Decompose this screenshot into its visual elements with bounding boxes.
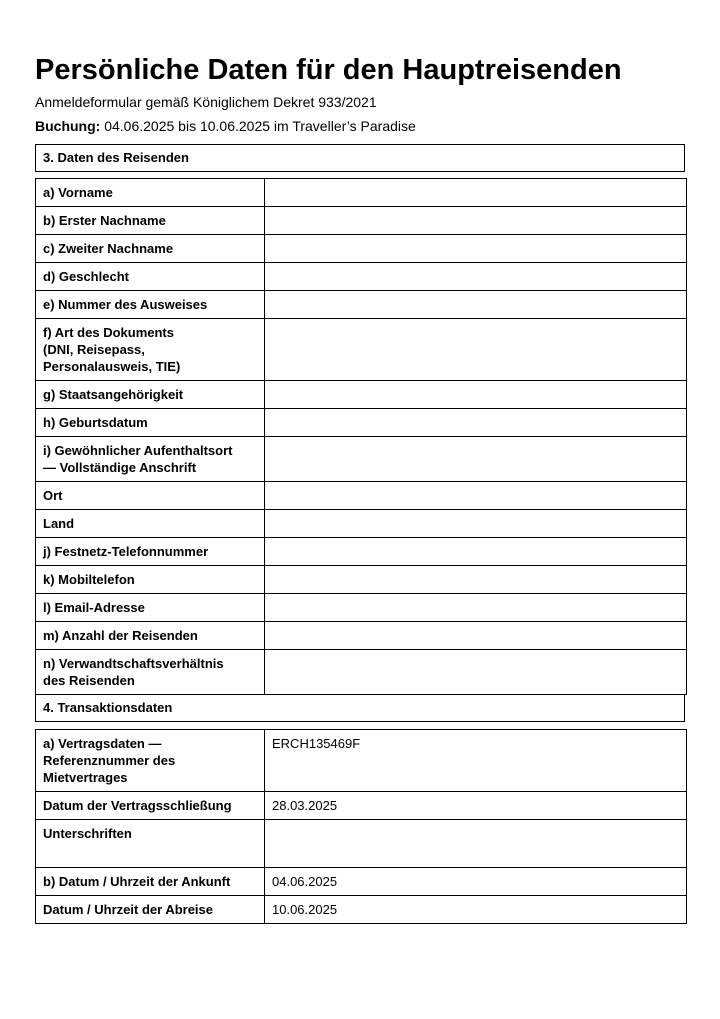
field-value-aufenthaltsort[interactable] [265, 437, 687, 482]
field-value-geschlecht[interactable] [265, 263, 687, 291]
table-row [36, 868, 687, 896]
page-subtitle: Anmeldeformular gemäß Königlichem Dekret 933/2021 [35, 94, 377, 110]
field-value-erster-nachname[interactable] [265, 207, 687, 235]
field-value-anzahl-reisende[interactable] [265, 622, 687, 650]
table-row [36, 319, 687, 381]
booking-info [35, 117, 416, 135]
field-value-verwandtschaft[interactable] [265, 650, 687, 695]
field-label-abreise: Datum / Uhrzeit der Abreise [36, 896, 265, 924]
field-value-email[interactable] [265, 594, 687, 622]
section-3-header: 3. Daten des Reisenden [35, 144, 685, 172]
field-value-mobiltelefon[interactable] [265, 566, 687, 594]
field-label-staatsangehoerigkeit: g) Staatsangehörigkeit [36, 381, 265, 409]
field-value-ankunft[interactable]: 04.06.2025 [265, 868, 687, 896]
field-label-dokumentart: f) Art des Dokuments (DNI, Reisepass, Personalausweis, TIE) [36, 319, 265, 381]
field-value-vertragsdaten[interactable]: ERCH135469F [265, 730, 687, 792]
booking-label: Buchung: [35, 118, 101, 134]
field-label-vertragsschliessung: Datum der Vertragsschließung [36, 792, 265, 820]
field-label-land: Land [36, 510, 265, 538]
table-row [36, 820, 687, 868]
field-label-ausweisnummer: e) Nummer des Ausweises [36, 291, 265, 319]
table-row [36, 437, 687, 482]
transaction-data-table [35, 729, 687, 924]
field-value-unterschriften[interactable] [265, 820, 687, 868]
table-row [36, 381, 687, 409]
field-label-geburtsdatum: h) Geburtsdatum [36, 409, 265, 437]
field-value-festnetz[interactable] [265, 538, 687, 566]
field-label-festnetz: j) Festnetz-Telefonnummer [36, 538, 265, 566]
table-row [36, 179, 687, 207]
page-title: Persönliche Daten für den Hauptreisenden [35, 54, 622, 86]
table-row [36, 730, 687, 792]
field-label-anzahl-reisende: m) Anzahl der Reisenden [36, 622, 265, 650]
field-value-ort[interactable] [265, 482, 687, 510]
field-label-mobiltelefon: k) Mobiltelefon [36, 566, 265, 594]
field-value-staatsangehoerigkeit[interactable] [265, 381, 687, 409]
table-row [36, 594, 687, 622]
field-value-land[interactable] [265, 510, 687, 538]
table-row [36, 291, 687, 319]
section-4-header: 4. Transaktionsdaten [35, 694, 685, 722]
field-value-vertragsschliessung[interactable]: 28.03.2025 [265, 792, 687, 820]
field-value-abreise[interactable]: 10.06.2025 [265, 896, 687, 924]
table-row [36, 896, 687, 924]
table-row [36, 538, 687, 566]
field-value-geburtsdatum[interactable] [265, 409, 687, 437]
field-value-dokumentart[interactable] [265, 319, 687, 381]
field-label-zweiter-nachname: c) Zweiter Nachname [36, 235, 265, 263]
field-label-vorname: a) Vorname [36, 179, 265, 207]
table-row [36, 792, 687, 820]
field-label-ort: Ort [36, 482, 265, 510]
table-row [36, 207, 687, 235]
field-label-email: l) Email-Adresse [36, 594, 265, 622]
field-value-ausweisnummer[interactable] [265, 291, 687, 319]
traveler-data-table [35, 178, 687, 695]
table-row [36, 622, 687, 650]
field-label-erster-nachname: b) Erster Nachname [36, 207, 265, 235]
table-row [36, 482, 687, 510]
field-label-verwandtschaft: n) Verwandtschaftsverhältnis des Reisenden [36, 650, 265, 695]
table-row [36, 650, 687, 695]
table-row [36, 409, 687, 437]
table-row [36, 566, 687, 594]
field-label-unterschriften: Unterschriften [36, 820, 265, 868]
table-row [36, 510, 687, 538]
field-label-ankunft: b) Datum / Uhrzeit der Ankunft [36, 868, 265, 896]
table-row [36, 263, 687, 291]
field-label-vertragsdaten: a) Vertragsdaten — Referenznummer des Mietvertrages [36, 730, 265, 792]
table-row [36, 235, 687, 263]
field-value-vorname[interactable] [265, 179, 687, 207]
field-value-zweiter-nachname[interactable] [265, 235, 687, 263]
field-label-aufenthaltsort: i) Gewöhnlicher Aufenthaltsort — Vollständige Anschrift [36, 437, 265, 482]
field-label-geschlecht: d) Geschlecht [36, 263, 265, 291]
booking-text: 04.06.2025 bis 10.06.2025 im Traveller’s Paradise [104, 118, 416, 134]
